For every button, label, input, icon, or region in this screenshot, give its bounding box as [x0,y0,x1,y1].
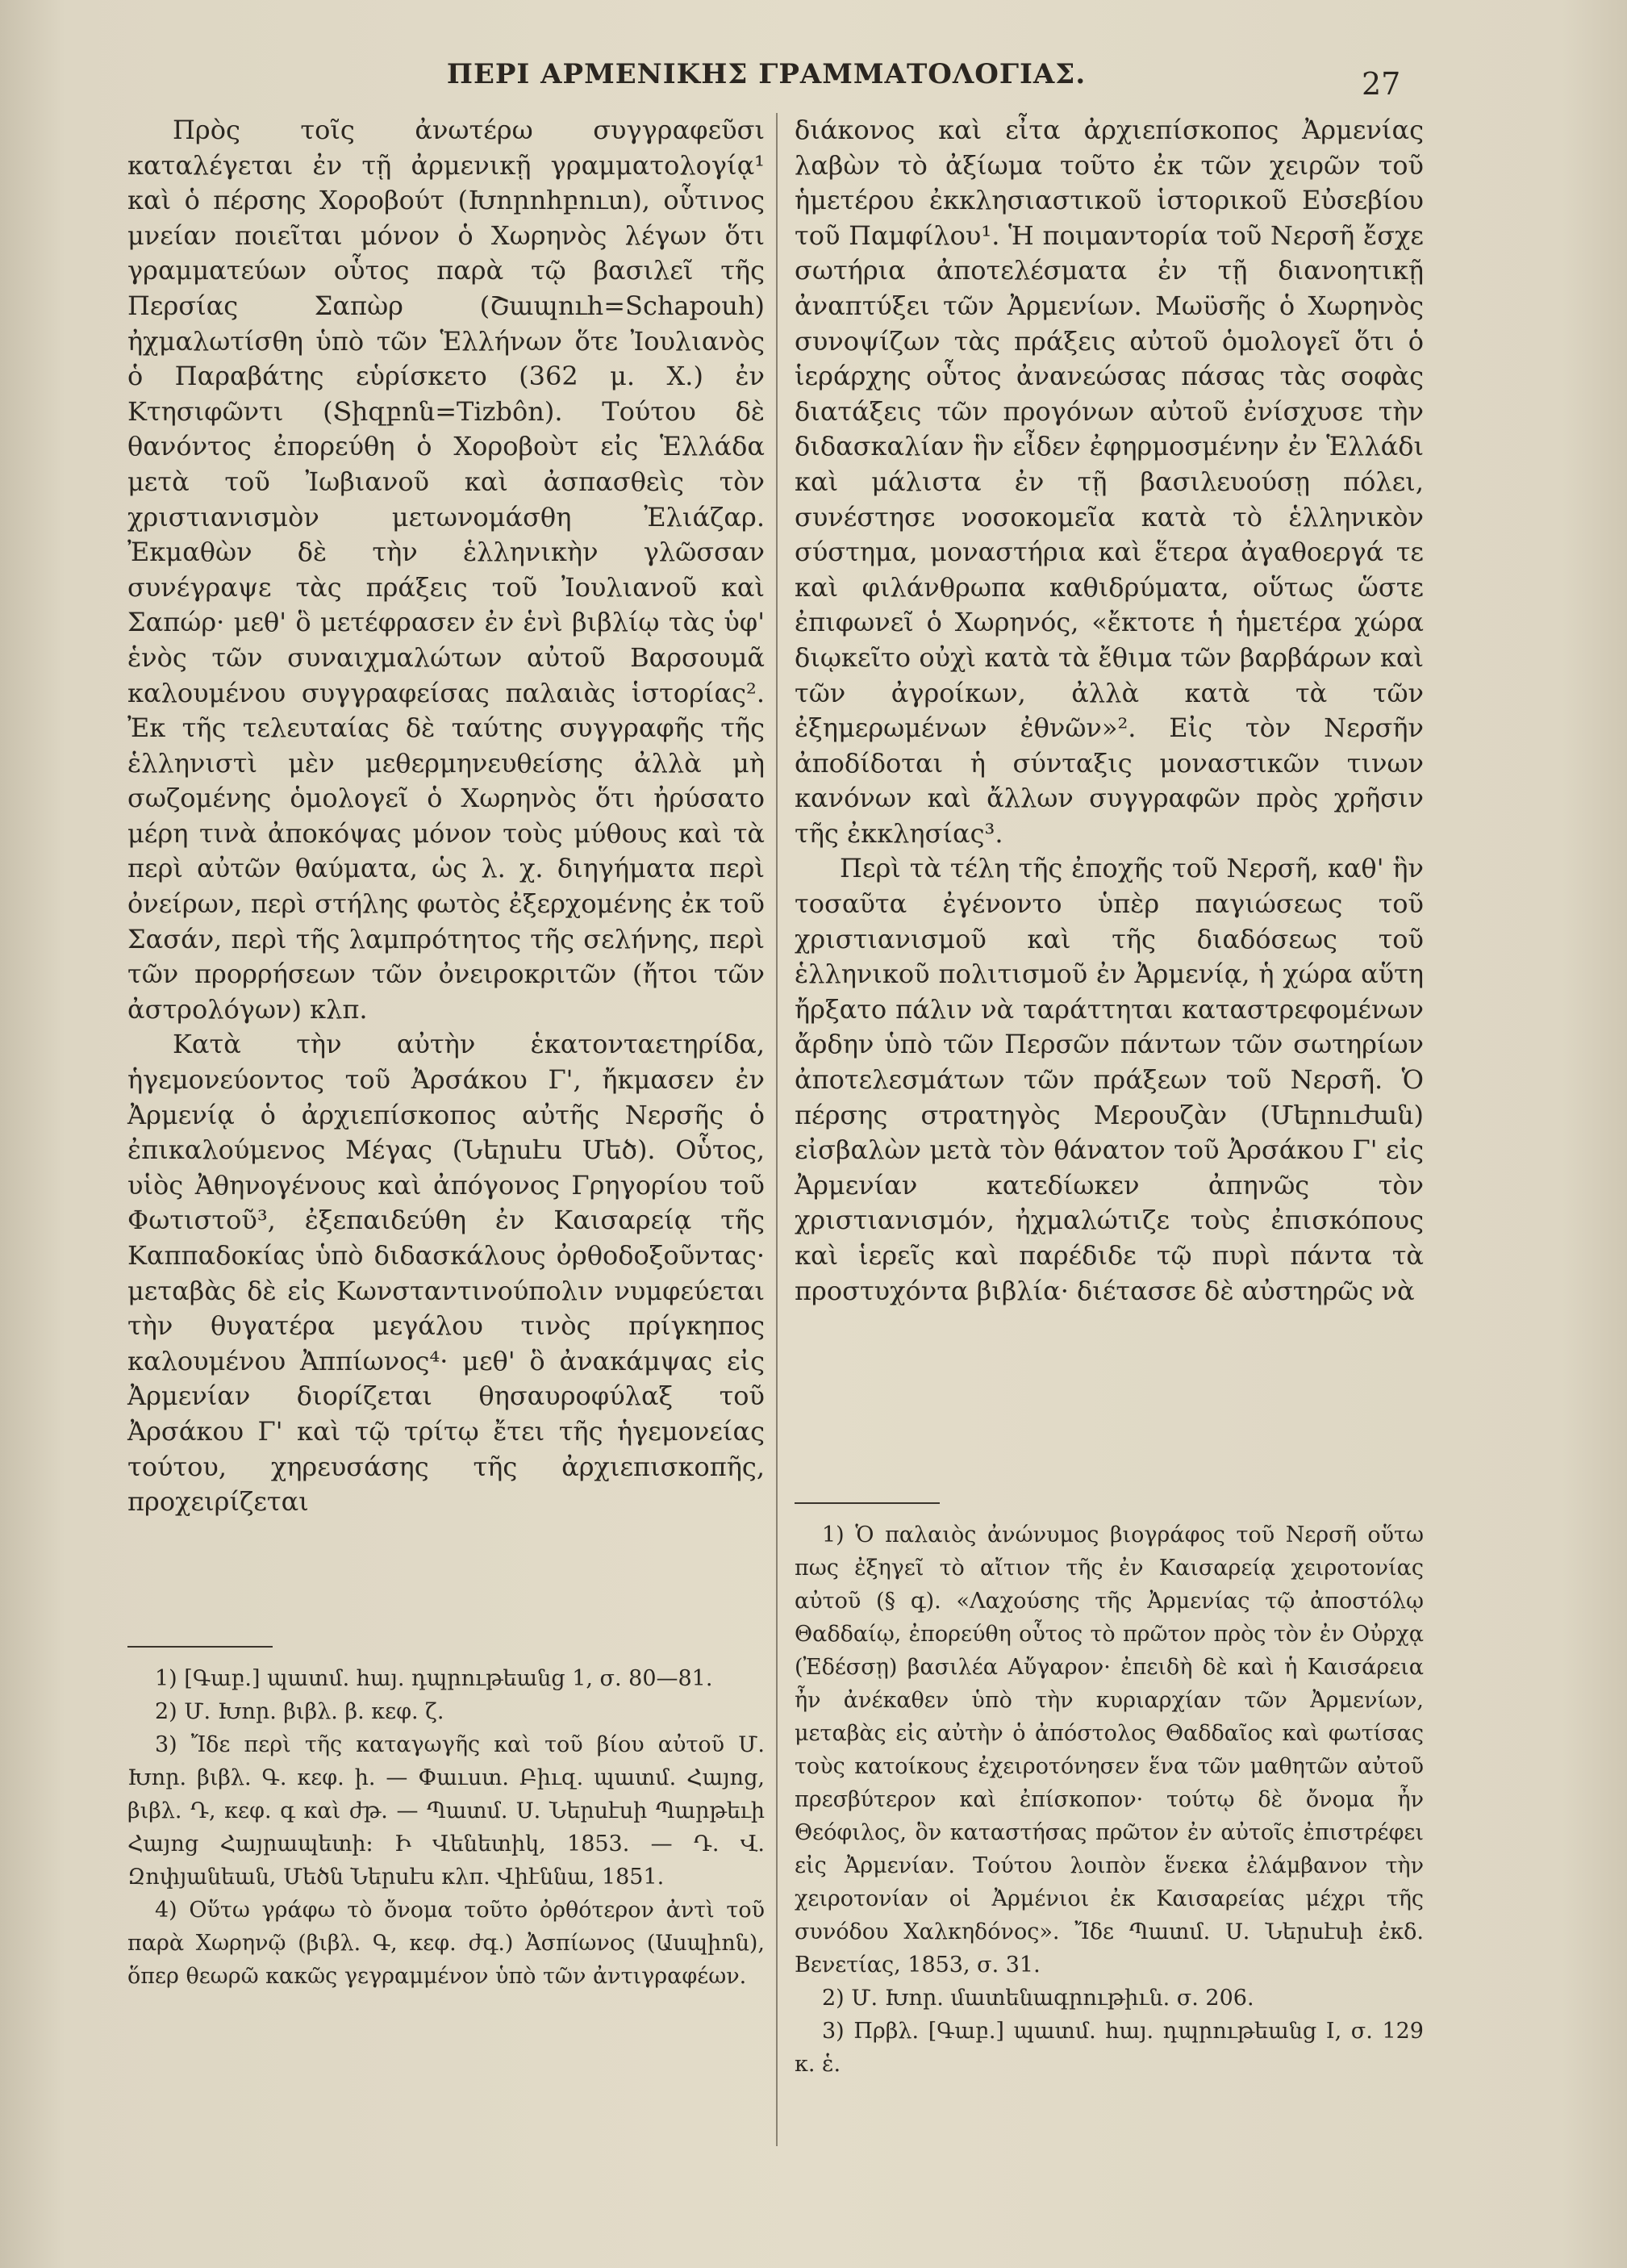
right-column [795,113,1424,1309]
left-paragraph-2: Κατὰ τὴν αὐτὴν ἑκατονταετηρίδα, ἡγεμονεύοντος τοῦ Ἀρσάκου Γ', ἤκμασεν ἐν Ἀρμενίᾳ ὁ ἀρχιεπίσκοπος αὐτῆς Νερσῆς ὁ ἐπικαλούμενος Μέγας (Ներսէս Մեծ). Οὗτος, υἱὸς Ἀθηνογένους καὶ ἀπόγονος Γρηγορίου τοῦ Φωτιστοῦ³, ἐξεπαιδεύθη ἐν Καισαρείᾳ τῆς Καππαδοκίας ὑπὸ διδασκάλους ὀρθοδοξοῦντας· μεταβὰς δὲ εἰς Κωνσταντινούπολιν νυμφεύεται τὴν θυγατέρα μεγάλου τινὸς πρίγκηπος καλουμένου Ἀππίωνος⁴· μεθ' ὃ ἀνακάμψας εἰς Ἀρμενίαν διορίζεται θησαυροφύλαξ τοῦ Ἀρσάκου Γ' καὶ τῷ τρίτῳ ἔτει τῆς ἡγεμονείας τούτου, χηρευσάσης τῆς ἀρχιεπισκοπῆς, προχειρίζεται [127,1029,765,1518]
column-divider [776,113,778,2146]
left-footnote-2: 2) Մ. Խոր. βιβλ. β. κεφ. ζ. [155,1699,444,1724]
right-footnotes [795,1518,1424,2081]
right-footnote-2: 2) Մ. Խոր. մատենագրութիւն. σ. 206. [822,1986,1254,2011]
left-footnote-3: 3) Ἴδε περὶ τῆς καταγωγῆς καὶ τοῦ βίου αὐτοῦ Մ. Խոր. βιβλ. Գ. κεφ. ի. — Փաւստ. Բիւզ. պատմ. Հայոց, βιβλ. Դ, κεφ. գ καὶ ժթ. — Պատմ. Ս. Ներսէսի Պարթեւի Հայոց Հայրապետի: Ի Վենետիկ, 1853. — Դ. Վ. Զոփյանեան, Մեծն Ներսէս κλπ. Վիէննա, 1851. [127,1732,765,1890]
running-header: ΠΕΡΙ ΑΡΜΕΝΙΚΗΣ ΓΡΑΜΜΑΤΟΛΟΓΙΑΣ. [446,58,1087,90]
right-paragraph-1: διάκονος καὶ εἶτα ἀρχιεπίσκοπος Ἀρμενίας λαβὼν τὸ ἀξίωμα τοῦτο ἐκ τῶν χειρῶν τοῦ ἡμετέρου ἐκκλησιαστικοῦ ἱστορικοῦ Εὐσεβίου τοῦ Παμφίλου¹. Ἡ ποιμαντορία τοῦ Νερσῆ ἔσχε σωτήρια ἀποτελέσματα ἐν τῇ διανοητικῇ ἀναπτύξει τῶν Ἀρμενίων. Μωϋσῆς ὁ Χωρηνὸς συνοψίζων τὰς πράξεις αὐτοῦ ὁμολογεῖ ὅτι ὁ ἱεράρχης οὗτος ἀνανεώσας πάσας τὰς σοφὰς διατάξεις τῶν προγόνων αὐτοῦ ἐνίσχυσε τὴν διδασκαλίαν ἣν εἶδεν ἐφηρμοσμένην ἐν Ἑλλάδι καὶ μάλιστα ἐν τῇ βασιλευούσῃ πόλει, συνέστησε νοσοκομεῖα κατὰ τὸ ἑλληνικὸν σύστημα, μοναστήρια καὶ ἕτερα ἀγαθοεργά τε καὶ φιλάνθρωπα καθιδρύματα, οὕτως ὥστε ἐπιφωνεῖ ὁ Χωρηνός, «ἔκτοτε ἡ ἡμετέρα χώρα διῳκεῖτο οὐχὶ κατὰ τὰ ἔθιμα τῶν βαρβάρων καὶ τῶν ἀγροίκων, ἀλλὰ κατὰ τὰ τῶν ἐξημερωμένων ἐθνῶν»². Εἰς τὸν Νερσῆν ἀποδίδοται ἡ σύνταξις μοναστικῶν τινων κανόνων καὶ ἄλλων συγγραφῶν πρὸς χρῆσιν τῆς ἐκκλησίας³. [795,115,1424,849]
left-footnote-4: 4) Οὕτω γράφω τὸ ὄνομα τοῦτο ὀρθότερον ἀντὶ τοῦ παρὰ Χωρηνῷ (βιβλ. Գ, κεφ. ժգ.) Ἀσπίωνος (Ասպիոն), ὅπερ θεωρῶ κακῶς γεγραμμένον ὑπὸ τῶν ἀντιγραφέων. [127,1898,765,1989]
left-footnote-rule [127,1646,273,1648]
right-footnote-1: 1) Ὁ παλαιὸς ἀνώνυμος βιογράφος τοῦ Νερσῆ οὕτω πως ἐξηγεῖ τὸ αἴτιον τῆς ἐν Καισαρείᾳ χειροτονίας αὐτοῦ (§ գ). «Λαχούσης τῆς Ἀρμενίας τῷ ἀποστόλῳ Θαδδαίῳ, ἐπορεύθη οὗτος τὸ πρῶτον πρὸς τὸν ἐν Οὐρχᾳ (Ἐδέσσῃ) βασιλέα Αὔγαρον· ἐπειδὴ δὲ καὶ ἡ Καισάρεια ἦν ἀνέκαθεν ὑπὸ τὴν κυριαρχίαν τῶν Ἀρμενίων, μεταβὰς εἰς αὐτὴν ὁ ἀπόστολος Θαδδαῖος καὶ φωτίσας τοὺς κατοίκους ἐχειροτόνησεν ἕνα τῶν μαθητῶν αὐτοῦ πρεσβύτερον καὶ ἐπίσκοπον· τούτῳ δὲ ὄνομα ἦν Θεόφιλος, ὃν καταστήσας πρῶτον ἐν αὐτοῖς ἐπιστρέφει εἰς Ἀρμενίαν. Τούτου λοιπὸν ἕνεκα ἐλάμβανον τὴν χειροτονίαν οἱ Ἀρμένιοι ἐκ Καισαρείας μέχρι τῆς συνόδου Χαλκηδόνος». Ἴδε Պատմ. Ս. Ներսէսի ἐκδ. Βενετίας, 1853, σ. 31. [795,1522,1424,1978]
right-footnote-rule [795,1502,940,1504]
left-footnotes [127,1662,765,1993]
right-paragraph-2: Περὶ τὰ τέλη τῆς ἐποχῆς τοῦ Νερσῆ, καθ' ἣν τοσαῦτα ἐγένοντο ὑπὲρ παγιώσεως τοῦ χριστιανισμοῦ καὶ τῆς διαδόσεως τοῦ ἑλληνικοῦ πολιτισμοῦ ἐν Ἀρμενίᾳ, ἡ χώρα αὕτη ἤρξατο πάλιν νὰ ταράττηται καταστρεφομένων ἄρδην ὑπὸ τῶν Περσῶν πάντων τῶν σωτηρίων ἀποτελεσμάτων τῶν πράξεων τοῦ Νερσῆ. Ὁ πέρσης στρατηγὸς Μερουζὰν (Մերուժան) εἰσβαλὼν μετὰ τὸν θάνατον τοῦ Ἀρσάκου Γ' εἰς Ἀρμενίαν κατεδίωκεν ἀπηνῶς τὸν χριστιανισμόν, ἠχμαλώτιζε τοὺς ἐπισκόπους καὶ ἱερεῖς καὶ παρέδιδε τῷ πυρὶ πάντα τὰ προστυχόντα βιβλία· διέτασσε δὲ αὐστηρῶς νὰ [795,853,1424,1306]
left-footnote-1: 1) [Գաբ.] պատմ. հայ. դպրութեանց 1, σ. 80—81. [155,1666,713,1691]
page-number: 27 [1362,66,1401,102]
right-footnote-3: 3) Πρβλ. [Գաբ.] պատմ. հայ. դպրութեանց I, σ. 129 κ. ἑ. [795,2019,1424,2077]
left-column [127,113,765,1520]
left-paragraph-1: Πρὸς τοῖς ἀνωτέρω συγγραφεῦσι καταλέγεται ἐν τῇ ἀρμενικῇ γραμματολογίᾳ¹ καὶ ὁ πέρσης Χοροβούτ (Խորոհբուտ), οὗτινος μνείαν ποιεῖται μόνον ὁ Χωρηνὸς λέγων ὅτι γραμματεύων οὗτος παρὰ τῷ βασιλεῖ τῆς Περσίας Σαπὼρ (Շապուհ=Schapouh) ἠχμαλωτίσθη ὑπὸ τῶν Ἑλλήνων ὅτε Ἰουλιανὸς ὁ Παραβάτης εὑρίσκετο (362 μ. Χ.) ἐν Κτησιφῶντι (Տիզբոն=Tizbôn). Τούτου δὲ θανόντος ἐπορεύθη ὁ Χοροβοὺτ εἰς Ἑλλάδα μετὰ τοῦ Ἰωβιανοῦ καὶ ἀσπασθεὶς τὸν χριστιανισμὸν μετωνομάσθη Ἐλιάζαρ. Ἐκμαθὼν δὲ τὴν ἑλληνικὴν γλῶσσαν συνέγραψε τὰς πράξεις τοῦ Ἰουλιανοῦ καὶ Σαπώρ· μεθ' ὃ μετέφρασεν ἐν ἑνὶ βιβλίῳ τὰς ὑφ' ἑνὸς τῶν συναιχμαλώτων αὐτοῦ Βαρσουμᾶ καλουμένου συγγραφείσας παλαιὰς ἱστορίας². Ἐκ τῆς τελευταίας δὲ ταύτης συγγραφῆς τῆς ἑλληνιστὶ μὲν μεθερμηνευθείσης ἀλλὰ μὴ σωζομένης ὁμολογεῖ ὁ Χωρηνὸς ὅτι ἠρύσατο μέρη τινὰ ἀποκόψας μόνον τοὺς μύθους καὶ τὰ περὶ αὐτῶν θαύματα, ὡς λ. χ. διηγήματα περὶ ὀνείρων, περὶ στήλης φωτὸς ἐξερχομένης ἐκ τοῦ Σασάν, περὶ τῆς λαμπρότητος τῆς σελήνης, περὶ τῶν προρρήσεων τῶν ὀνειροκριτῶν (ἤτοι τῶν ἀστρολόγων) κλπ. [127,115,765,1025]
